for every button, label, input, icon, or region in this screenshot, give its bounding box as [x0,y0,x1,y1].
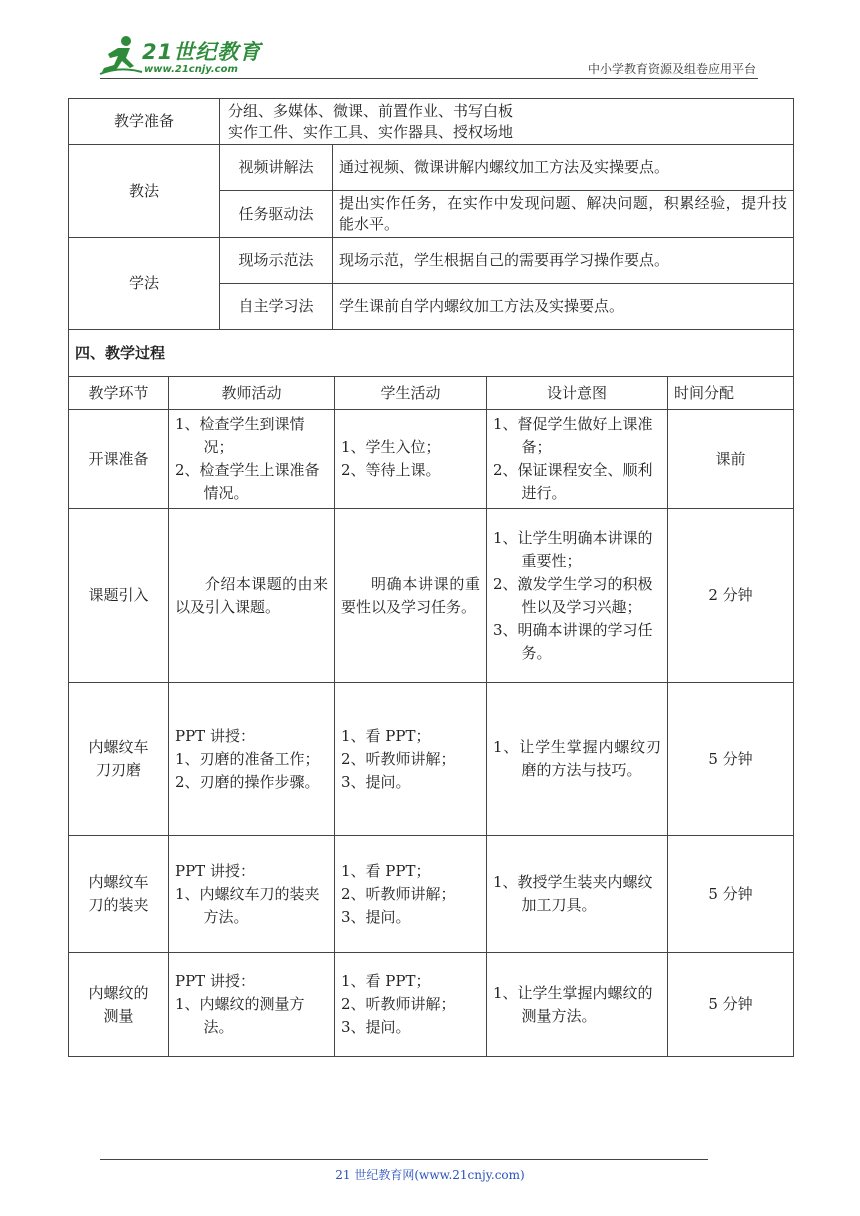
method-name: 任务驱动法 [220,191,333,238]
list-item: 2、听教师讲解； [341,749,456,768]
list-item: 2、等待上课。 [341,461,441,479]
table-row [69,410,794,509]
method-name: 自主学习法 [220,284,333,330]
list-item: 1、看 PPT； [341,726,431,745]
list-item: 1、督促学生做好上课准备； [493,415,653,456]
teach-label: 教法 [69,145,220,238]
table-row [69,953,794,1057]
list-item: 2、保证课程安全、顺利进行。 [493,461,653,502]
method-desc: 学生课前自学内螺纹加工方法及实操要点。 [333,284,794,330]
list-item-head: PPT 讲授： [175,726,255,745]
list-item: 2、刃磨的操作步骤。 [175,772,320,791]
runner-logo-icon [96,34,144,78]
stage-cell: 内螺纹车刀刃磨 [69,683,169,836]
page-header [96,30,760,80]
platform-name: 中小学教育资源及组卷应用平台 [587,62,756,76]
prep-label: 教学准备 [69,99,220,145]
time-cell: 5 分钟 [668,836,794,953]
method-desc: 提出实作任务，在实作中发现问题、解决问题，积累经验，提升技能水平。 [333,191,794,238]
prep-row [69,99,794,145]
col-header: 设计意图 [487,377,668,410]
table-row [69,836,794,953]
teacher-cell [169,410,335,509]
col-header: 时间分配 [668,377,794,410]
list-item: 1、学生入位； [341,438,441,456]
intent-cell [487,509,668,683]
section4-row [69,330,794,377]
teacher-cell [169,953,335,1057]
stage-cell: 课题引入 [69,509,169,683]
prep-line-1: 分组、多媒体、微课、前置作业、书写白板 [228,101,514,120]
method-desc: 现场示范，学生根据自己的需要再学习操作要点。 [333,238,794,284]
stage-cell: 开课准备 [69,410,169,509]
logo-text: 21世纪教育 [142,40,262,64]
list-item: 2、听教师讲解； [341,995,456,1013]
learn-label: 学法 [69,238,220,330]
table-row [69,683,794,836]
header-divider [100,78,758,79]
list-item: 1、让学生掌握内螺纹的测量方法。 [493,983,653,1025]
list-item: 1、让学生掌握内螺纹刃磨的方法与技巧。 [493,738,661,779]
teacher-cell: 介绍本课题的由来以及引入课题。 [169,509,335,683]
list-item-head: PPT 讲授： [175,861,255,880]
intent-cell [487,836,668,953]
time-cell: 5 分钟 [668,953,794,1057]
prep-methods-table [68,98,794,377]
time-cell: 5 分钟 [668,683,794,836]
list-item: 3、提问。 [341,1018,411,1036]
col-header: 学生活动 [335,377,487,410]
list-item: 2、检查学生上课准备情况。 [175,461,320,502]
time-cell: 2 分钟 [668,509,794,683]
list-item: 2、激发学生学习的积极性以及学习兴趣； [493,574,653,616]
student-cell: 明确本讲课的重要性以及学习任务。 [335,509,487,683]
list-item: 1、内螺纹的测量方法。 [175,995,305,1036]
footer-link[interactable]: 21 世纪教育网(www.21cnjy.com) [335,1168,525,1182]
col-header: 教学环节 [69,377,169,410]
process-header-row [69,377,794,410]
list-item: 1、教授学生装夹内螺纹加工刀具。 [493,873,653,914]
list-item: 1、刃磨的准备工作； [175,749,320,768]
list-item: 2、听教师讲解； [341,884,456,903]
logo-url: www.21cnjy.com [144,64,238,75]
table-row [69,509,794,683]
list-item: 3、提问。 [341,907,411,926]
list-item: 1、让学生明确本讲课的重要性； [493,528,653,570]
intent-cell [487,683,668,836]
teacher-cell [169,836,335,953]
method-name: 现场示范法 [220,238,333,284]
teach-row-1 [69,145,794,191]
footer-divider [100,1159,708,1160]
list-item: 1、检查学生到课情况； [175,415,305,456]
process-table [68,376,794,1057]
list-item: 1、看 PPT； [341,861,431,880]
prep-content [220,99,794,145]
time-cell: 课前 [668,410,794,509]
logo [96,34,266,78]
method-desc: 通过视频、微课讲解内螺纹加工方法及实操要点。 [333,145,794,191]
stage-cell: 内螺纹的测量 [69,953,169,1057]
stage-cell: 内螺纹车刀的装夹 [69,836,169,953]
teacher-cell [169,683,335,836]
intent-cell [487,953,668,1057]
student-cell [335,836,487,953]
prep-line-2: 实作工件、实作工具、实作器具、授权场地 [228,122,514,141]
student-cell [335,410,487,509]
intent-cell [487,410,668,509]
student-cell [335,953,487,1057]
list-item: 1、看 PPT； [341,972,431,990]
method-name: 视频讲解法 [220,145,333,191]
col-header: 教师活动 [169,377,335,410]
list-item-head: PPT 讲授： [175,972,255,990]
student-cell [335,683,487,836]
list-item: 1、内螺纹车刀的装夹方法。 [175,884,320,926]
list-item: 3、提问。 [341,772,411,791]
list-item: 3、明确本讲课的学习任务。 [493,620,653,662]
learn-row-1 [69,238,794,284]
section-title: 四、教学过程 [69,330,794,377]
